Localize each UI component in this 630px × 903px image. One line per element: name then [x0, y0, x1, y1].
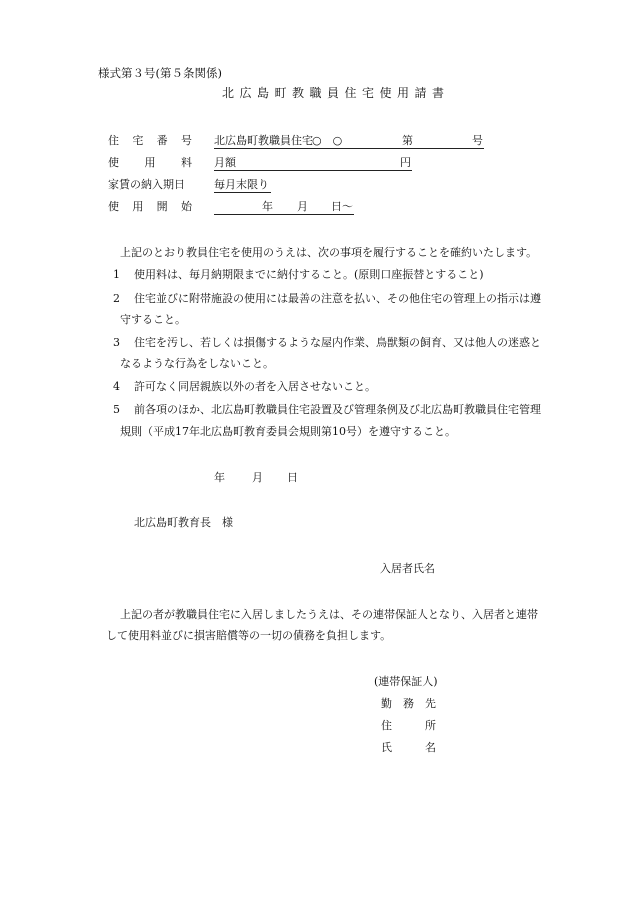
- guarantor-name-label: [381, 741, 436, 755]
- intro-text: 上記のとおり教員住宅を使用のうえは、次の事項を履行することを確約いたします。: [120, 246, 538, 259]
- date-day: 日: [287, 471, 298, 484]
- item-text: 許可なく同居親族以外の者を入居させないこと。: [134, 380, 376, 393]
- field-label-rent: [108, 156, 192, 170]
- document-title: 北広島町教職員住宅使用請書: [222, 86, 450, 100]
- item-number: 1: [113, 268, 120, 281]
- item-text-cont: 規則（平成17年北広島町教育委員会規則第10号）を遵守すること。: [120, 425, 456, 438]
- date-month: 月: [252, 471, 263, 484]
- field-label-start: [108, 200, 192, 214]
- char: 所: [425, 719, 436, 732]
- date-year: 年: [214, 471, 225, 484]
- payment-due-value: 毎月末限り: [214, 178, 269, 191]
- char: 使: [108, 200, 119, 213]
- field-label-house-number: [108, 134, 192, 148]
- rent-unit: 円: [400, 156, 411, 169]
- form-number: 様式第３号(第５条関係): [98, 66, 222, 80]
- start-month: 月: [297, 200, 308, 213]
- house-number-go: 号: [472, 134, 483, 147]
- char: 名: [425, 741, 436, 754]
- addressee: 北広島町教育長 様: [134, 516, 233, 529]
- start-day: 日〜: [331, 200, 353, 213]
- item-number: 2: [113, 292, 120, 305]
- item-number: 3: [113, 336, 120, 349]
- char: 始: [180, 200, 192, 213]
- field-label-payment-due: 家賃の納入期日: [108, 178, 185, 191]
- char: 先: [425, 697, 436, 710]
- char: 料: [181, 156, 192, 169]
- rent-underline: [214, 156, 412, 171]
- guarantor-workplace-label: [381, 697, 436, 711]
- char: 使: [108, 156, 119, 169]
- resident-name-label: 入居者氏名: [380, 562, 435, 575]
- item-text-cont: 守すること。: [120, 313, 186, 326]
- char: 氏: [381, 741, 392, 754]
- house-number-circles: ○ ○: [312, 134, 343, 147]
- item-text: 前各項のほか、北広島町教職員住宅設置及び管理条例及び北広島町教職員住宅管理: [134, 403, 541, 416]
- char: 号: [180, 134, 192, 147]
- item-number: 5: [113, 403, 120, 416]
- guarantor-header: (連帯保証人): [374, 675, 438, 688]
- item-text: 住宅を汚し、若しくは損傷するような屋内作業、鳥獣類の飼育、又は他人の迷惑と: [134, 336, 541, 349]
- item-text-cont: なるような行為をしないこと。: [120, 357, 274, 370]
- rent-prefix: 月額: [214, 156, 236, 169]
- item-number: 4: [113, 380, 120, 393]
- char: 宅: [132, 134, 144, 147]
- char: 開: [156, 200, 168, 213]
- house-number-prefix: 北広島町教職員住宅: [214, 134, 313, 147]
- char: 用: [144, 156, 156, 169]
- item-text: 使用料は、毎月納期限までに納付すること。(原則口座振替とすること): [134, 268, 484, 281]
- guarantor-text-line: して使用料並びに損害賠償等の一切の債務を負担します。: [106, 629, 392, 642]
- house-number-dai: 第: [402, 134, 413, 147]
- start-year: 年: [262, 200, 273, 213]
- char: 番: [156, 134, 168, 147]
- char: 用: [132, 200, 144, 213]
- char: 務: [403, 697, 414, 710]
- item-text: 住宅並びに附帯施設の使用には最善の注意を払い、その他住宅の管理上の指示は遵: [134, 292, 541, 305]
- char: 勤: [381, 697, 392, 710]
- guarantor-text-line: 上記の者が教職員住宅に入居しましたうえは、その連帯保証人となり、入居者と連帯: [120, 608, 538, 621]
- guarantor-address-label: [381, 719, 436, 733]
- char: 住: [108, 134, 119, 147]
- char: 住: [381, 719, 392, 732]
